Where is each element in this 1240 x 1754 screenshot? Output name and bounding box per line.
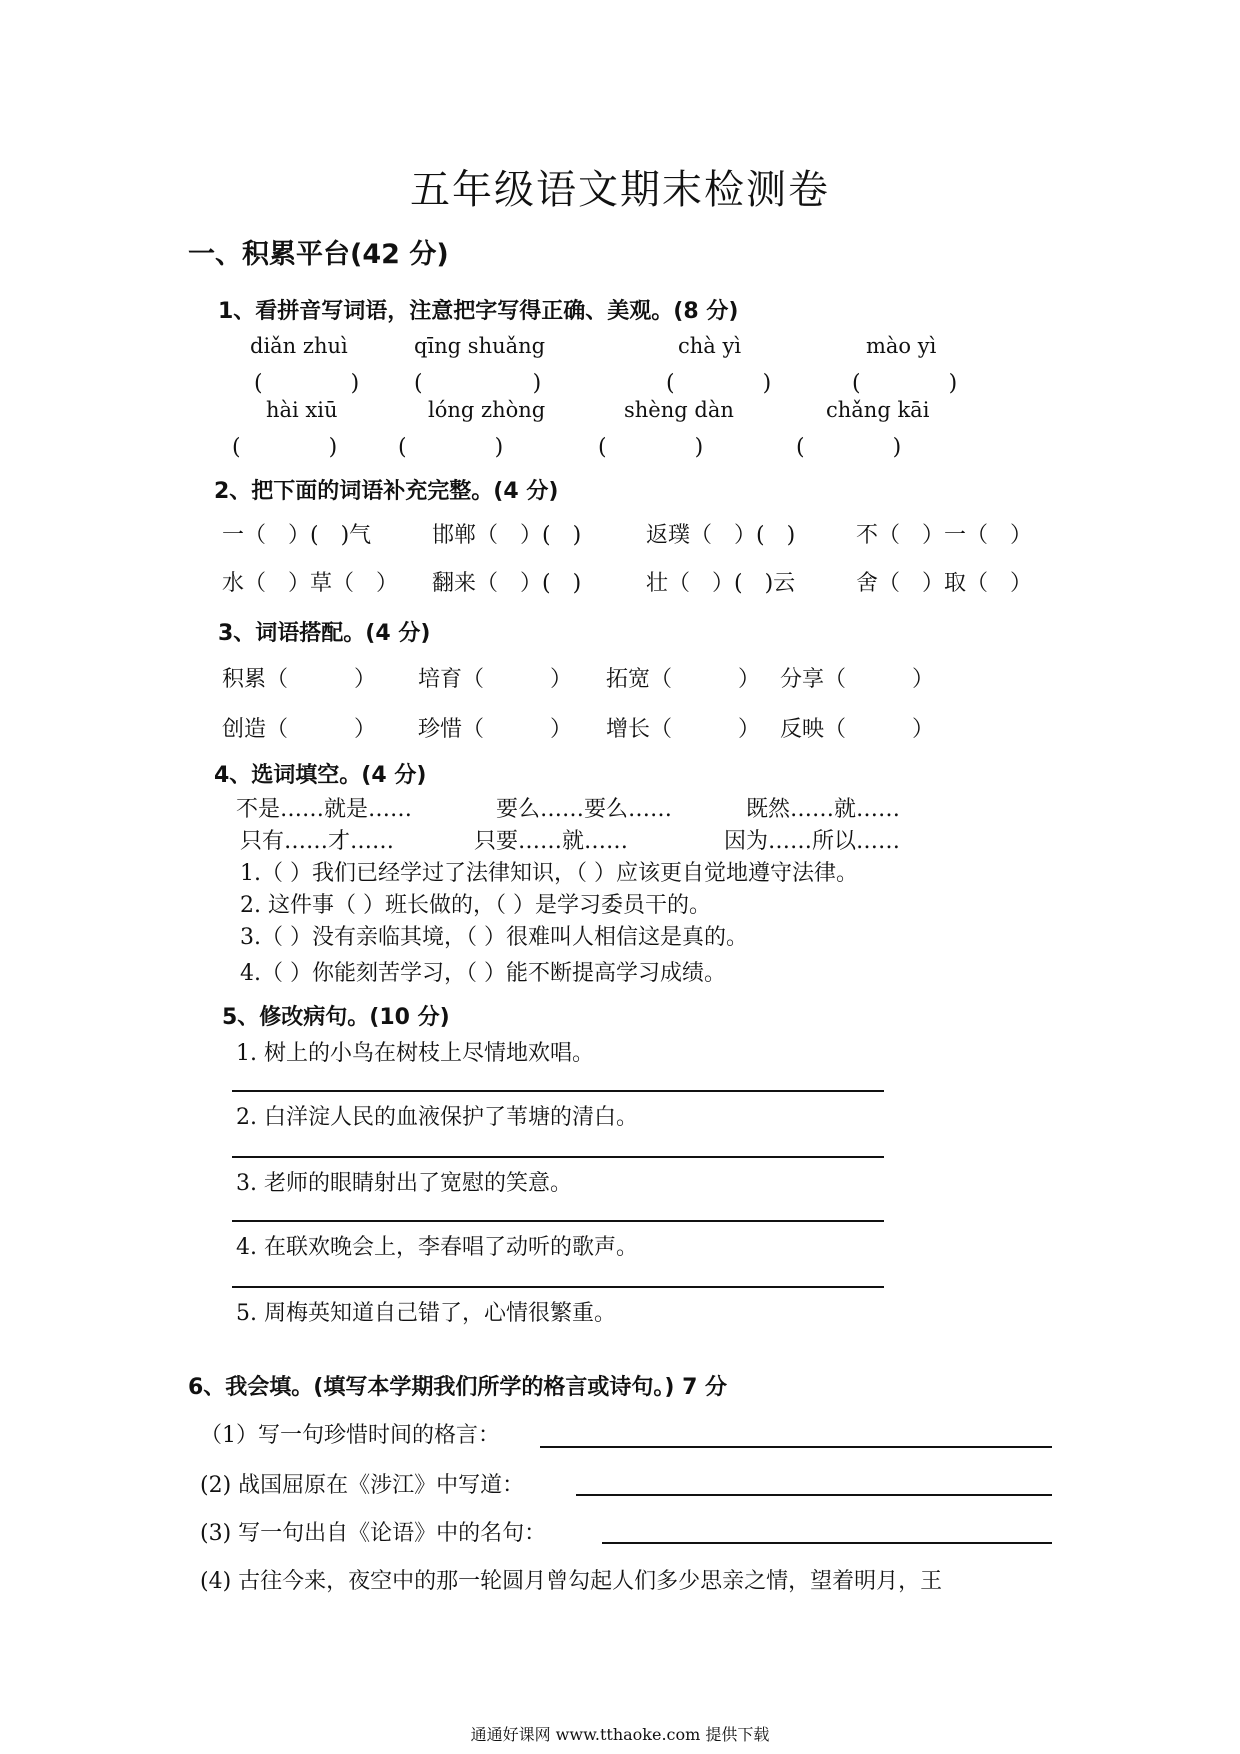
- answer-line[interactable]: [232, 1286, 884, 1288]
- word-option: 只有……才……: [240, 829, 395, 854]
- pinyin: chà yì: [678, 334, 742, 358]
- pinyin: qīng shuǎng: [414, 334, 546, 358]
- answer-line[interactable]: [232, 1156, 884, 1158]
- answer-line[interactable]: [232, 1220, 884, 1222]
- answer-line[interactable]: [602, 1542, 1052, 1544]
- fill-phrase[interactable]: 邯郸（ ）( ): [432, 523, 582, 548]
- match-item[interactable]: 珍惜（ ）: [418, 717, 573, 742]
- answer-blank[interactable]: ( ): [598, 435, 704, 460]
- word-option: 不是……就是……: [236, 797, 413, 822]
- match-item[interactable]: 反映（ ）: [780, 717, 935, 742]
- fill-sentence[interactable]: 1.（ ）我们已经学过了法律知识，（ ）应该更自觉地遵守法律。: [240, 861, 858, 886]
- answer-line[interactable]: [232, 1090, 884, 1092]
- sick-sentence: 4. 在联欢晚会上，李春唱了动听的歌声。: [236, 1235, 638, 1260]
- fill-phrase[interactable]: 返璞（ ）( ): [646, 523, 796, 548]
- pinyin: shèng dàn: [624, 398, 734, 422]
- match-item[interactable]: 创造（ ）: [222, 717, 377, 742]
- section-heading: 一、积累平台(42 分): [188, 239, 449, 270]
- answer-blank[interactable]: ( ): [254, 371, 360, 396]
- q3-heading: 3、词语搭配。(4 分): [218, 621, 431, 646]
- sick-sentence: 5. 周梅英知道自己错了，心情很繁重。: [236, 1301, 616, 1326]
- footer-source: 通通好课网 www.tthaoke.com 提供下载: [470, 1725, 770, 1744]
- answer-blank[interactable]: ( ): [414, 371, 542, 396]
- page-title: 五年级语文期末检测卷: [410, 167, 830, 213]
- pinyin: diǎn zhuì: [250, 334, 348, 358]
- match-item[interactable]: 拓宽（ ）: [606, 667, 761, 692]
- fill-phrase[interactable]: 舍（ ）取（ ）: [856, 571, 1033, 596]
- sick-sentence: 3. 老师的眼睛射出了宽慰的笑意。: [236, 1171, 572, 1196]
- answer-blank[interactable]: ( ): [232, 435, 338, 460]
- q4-heading: 4、选词填空。(4 分): [214, 763, 427, 788]
- q1-heading: 1、看拼音写词语，注意把字写得正确、美观。(8 分): [218, 299, 739, 324]
- fill-phrase[interactable]: 翻来（ ）( ): [432, 571, 582, 596]
- answer-line[interactable]: [576, 1494, 1052, 1496]
- fill-prompt: （1）写一句珍惜时间的格言：: [200, 1423, 500, 1448]
- answer-line[interactable]: [540, 1446, 1052, 1448]
- answer-blank[interactable]: ( ): [398, 435, 504, 460]
- match-item[interactable]: 积累（ ）: [222, 667, 377, 692]
- word-option: 要么……要么……: [496, 797, 673, 822]
- q5-heading: 5、修改病句。(10 分): [222, 1005, 450, 1030]
- sick-sentence: 1. 树上的小鸟在树枝上尽情地欢唱。: [236, 1041, 594, 1066]
- fill-phrase[interactable]: 壮（ ）( )云: [646, 571, 796, 596]
- pinyin: hài xiū: [266, 398, 338, 422]
- fill-phrase[interactable]: 一（ ）( )气: [222, 523, 372, 548]
- fill-prompt: (3) 写一句出自《论语》中的名句：: [200, 1521, 547, 1546]
- word-option: 因为……所以……: [724, 829, 901, 854]
- match-item[interactable]: 培育（ ）: [418, 667, 573, 692]
- answer-blank[interactable]: ( ): [796, 435, 902, 460]
- match-item[interactable]: 增长（ ）: [606, 717, 761, 742]
- fill-phrase[interactable]: 不（ ）一（ ）: [856, 523, 1033, 548]
- fill-prompt: (4) 古往今来，夜空中的那一轮圆月曾勾起人们多少思亲之情，望着明月，王: [200, 1569, 943, 1594]
- answer-blank[interactable]: ( ): [852, 371, 958, 396]
- q2-heading: 2、把下面的词语补充完整。(4 分): [214, 479, 559, 504]
- pinyin: lóng zhòng: [428, 398, 546, 422]
- answer-blank[interactable]: ( ): [666, 371, 772, 396]
- sick-sentence: 2. 白洋淀人民的血液保护了苇塘的清白。: [236, 1105, 638, 1130]
- fill-sentence[interactable]: 2. 这件事（ ）班长做的，（ ）是学习委员干的。: [240, 893, 711, 918]
- fill-sentence[interactable]: 4.（ ）你能刻苦学习，（ ）能不断提高学习成绩。: [240, 961, 726, 986]
- fill-prompt: (2) 战国屈原在《涉江》中写道：: [200, 1473, 525, 1498]
- pinyin: chǎng kāi: [826, 398, 930, 422]
- fill-sentence[interactable]: 3.（ ）没有亲临其境，（ ）很难叫人相信这是真的。: [240, 925, 748, 950]
- word-option: 既然……就……: [746, 797, 901, 822]
- fill-phrase[interactable]: 水（ ）草（ ）: [222, 571, 399, 596]
- q6-heading: 6、我会填。(填写本学期我们所学的格言或诗句。) 7 分: [188, 1375, 728, 1400]
- match-item[interactable]: 分享（ ）: [780, 667, 935, 692]
- pinyin: mào yì: [866, 334, 937, 358]
- word-option: 只要……就……: [474, 829, 629, 854]
